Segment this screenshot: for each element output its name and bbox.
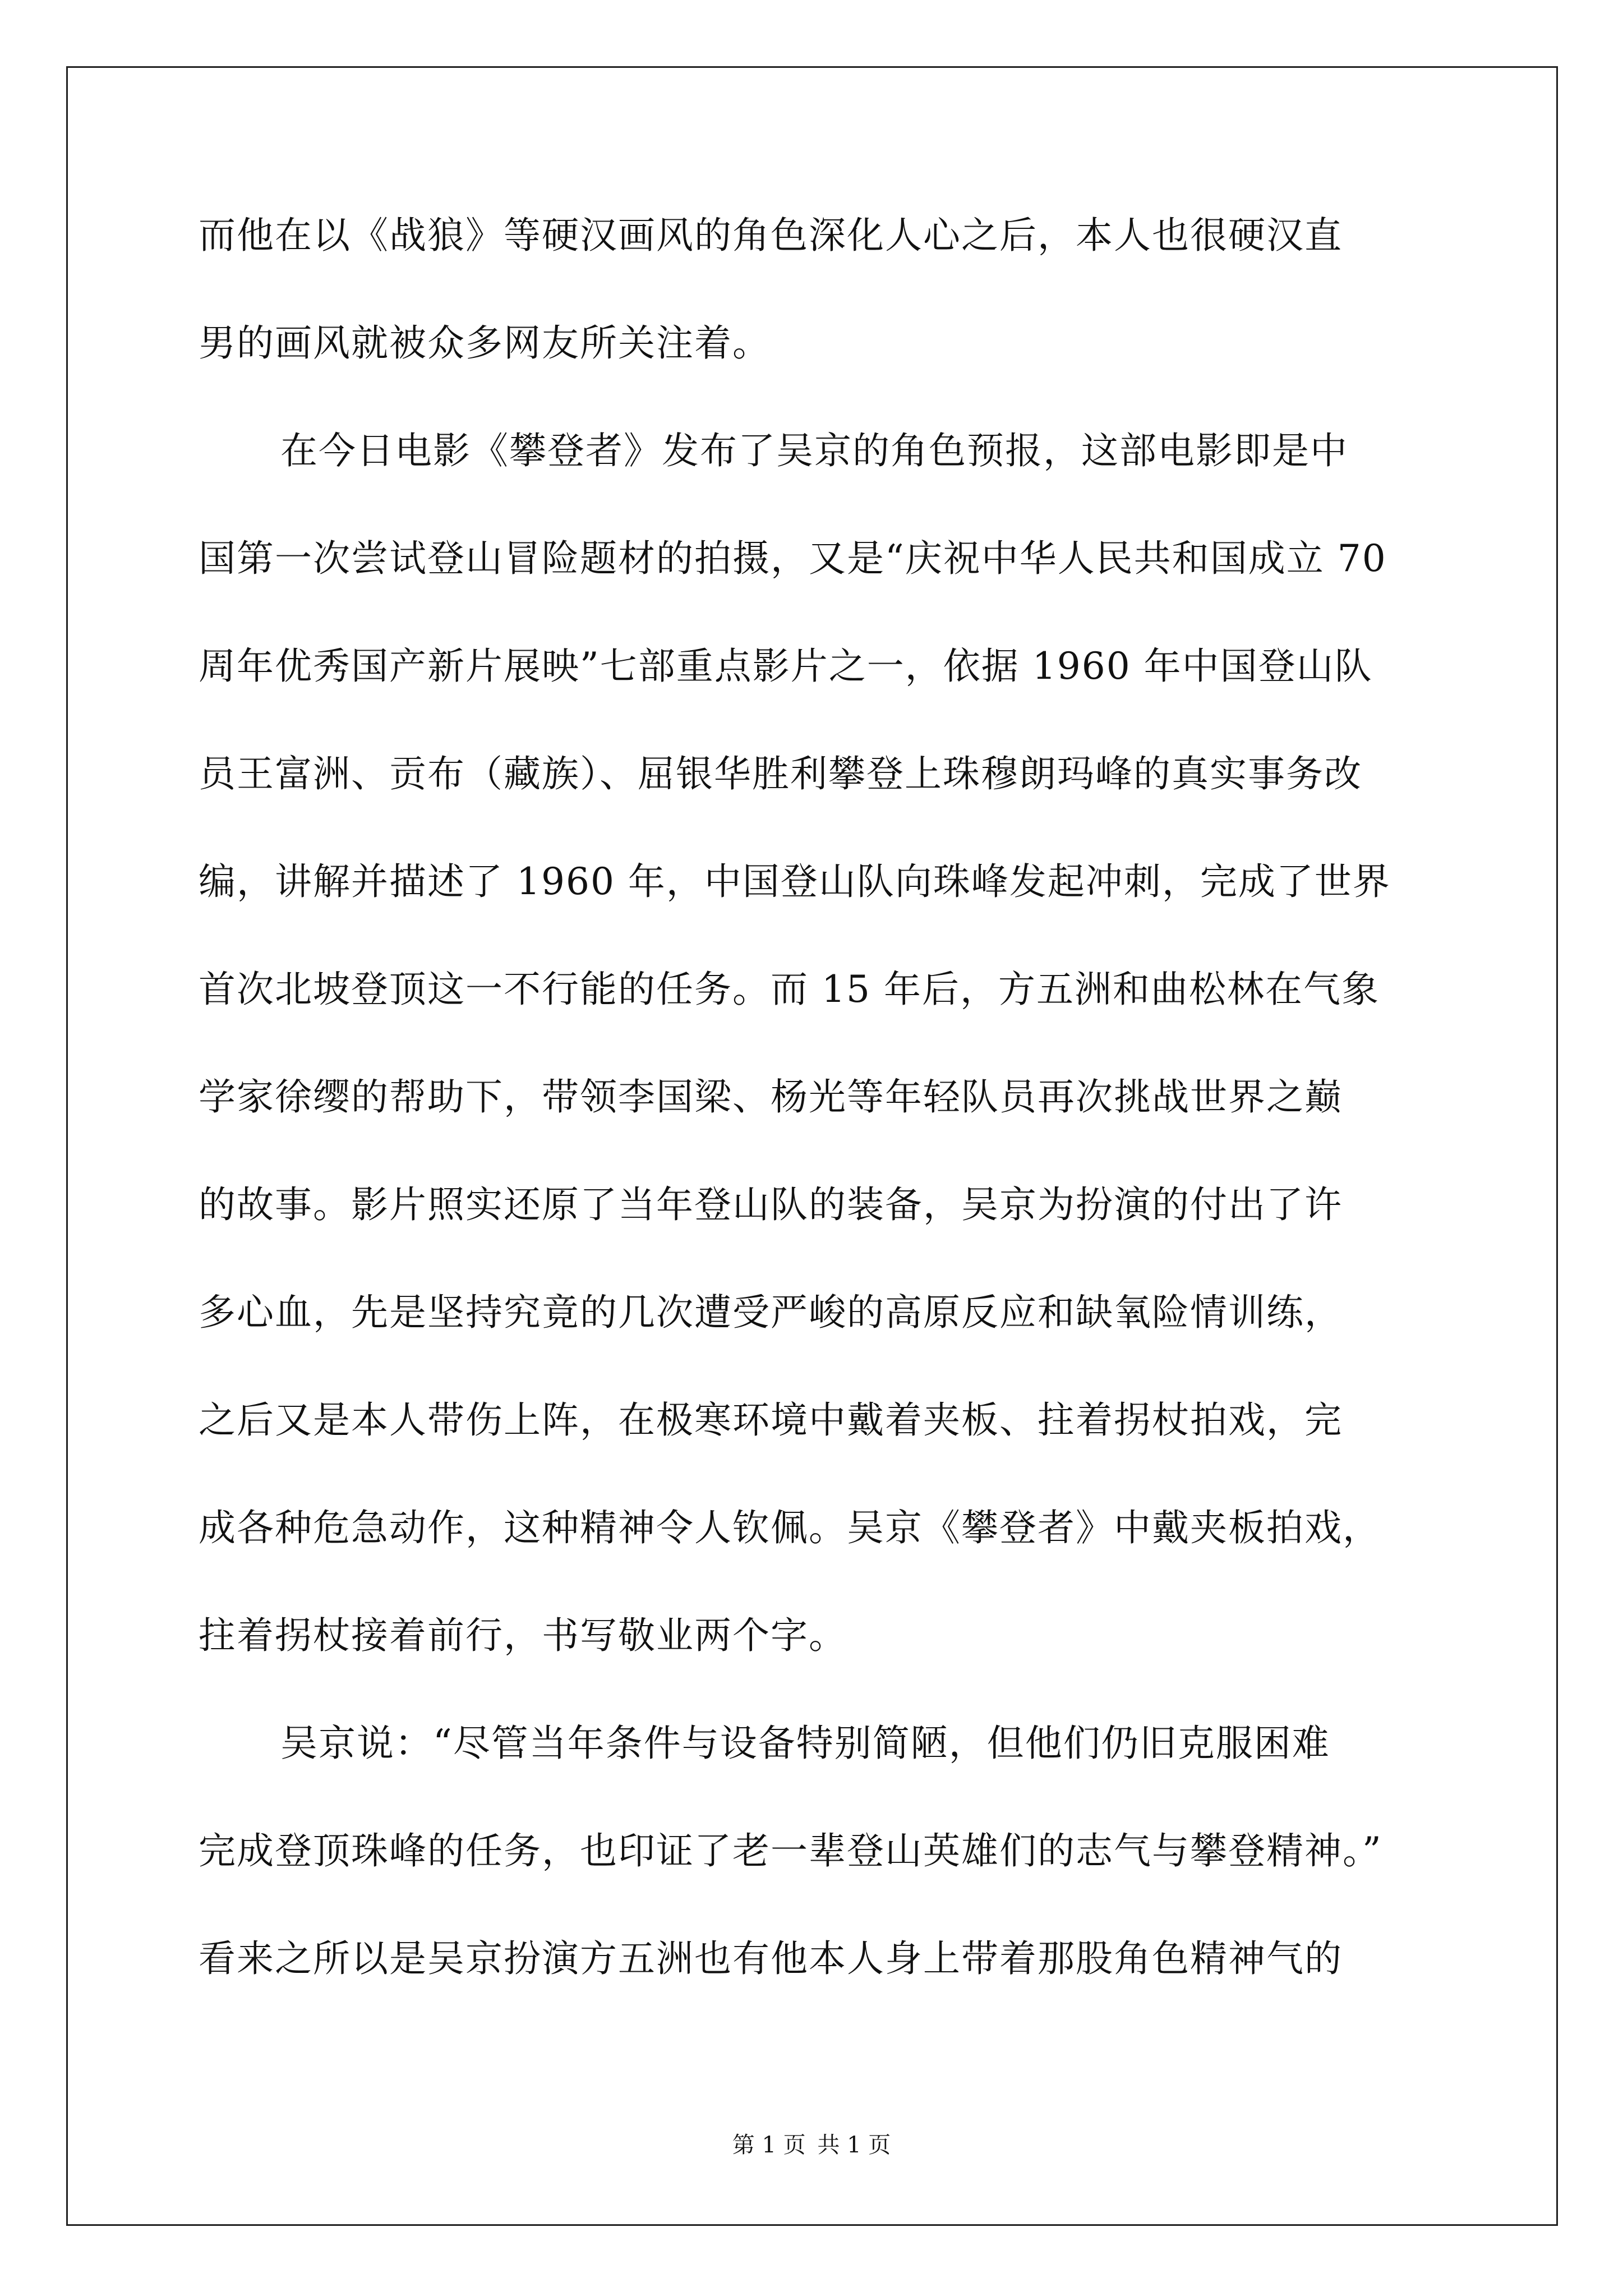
text-line: 周年优秀国产新片展映”七部重点影片之一，依据 1960 年中国登山队 — [199, 645, 1373, 688]
text-line: 员王富洲、贡布（藏族）、屈银华胜利攀登上珠穆朗玛峰的真实事务改 — [199, 752, 1362, 795]
document-body — [199, 214, 1432, 2050]
text-line: 多心血，先是坚持究竟的几次遭受严峻的高原反应和缺氧险情训练， — [199, 1291, 1343, 1334]
text-line: 学家徐缨的帮助下，带领李国梁、杨光等年轻队员再次挑战世界之巅 — [199, 1075, 1343, 1119]
text-line: 看来之所以是吴京扮演方五洲也有他本人身上带着那股角色精神气的 — [199, 1937, 1343, 1980]
page-footer — [0, 2132, 1623, 2159]
text-line: 之后又是本人带伤上阵，在极寒环境中戴着夹板、拄着拐杖拍戏，完 — [199, 1398, 1343, 1442]
text-line: 男的画风就被众多网友所关注着。 — [199, 321, 771, 365]
page-number: 第 1 页 — [732, 2132, 806, 2158]
paragraph-start-line: 吴京说：“尽管当年条件与设备特别简陋，但他们仍旧克服困难 — [280, 1722, 1330, 1765]
text-line: 的故事。影片照实还原了当年登山队的装备，吴京为扮演的付出了许 — [199, 1183, 1343, 1226]
text-line: 编，讲解并描述了 1960 年，中国登山队向珠峰发起冲刺，完成了世界 — [199, 860, 1391, 903]
text-line: 国第一次尝试登山冒险题材的拍摄，又是“庆祝中华人民共和国成立 70 — [199, 537, 1387, 580]
text-line: 而他在以《战狼》等硬汉画风的角色深化人心之后，本人也很硬汉直 — [199, 214, 1343, 257]
text-line: 拄着拐杖接着前行，书写敬业两个字。 — [199, 1614, 847, 1657]
text-line: 成各种危急动作，这种精神令人钦佩。吴京《攀登者》中戴夹板拍戏， — [199, 1506, 1381, 1549]
page-total: 共 1 页 — [817, 2132, 891, 2158]
text-line: 完成登顶珠峰的任务，也印证了老一辈登山英雄们的志气与攀登精神。” — [199, 1829, 1382, 1872]
text-line: 首次北坡登顶这一不行能的任务。而 15 年后，方五洲和曲松林在气象 — [199, 968, 1380, 1011]
paragraph-start-line: 在今日电影《攀登者》发布了吴京的角色预报，这部电影即是中 — [280, 429, 1348, 472]
